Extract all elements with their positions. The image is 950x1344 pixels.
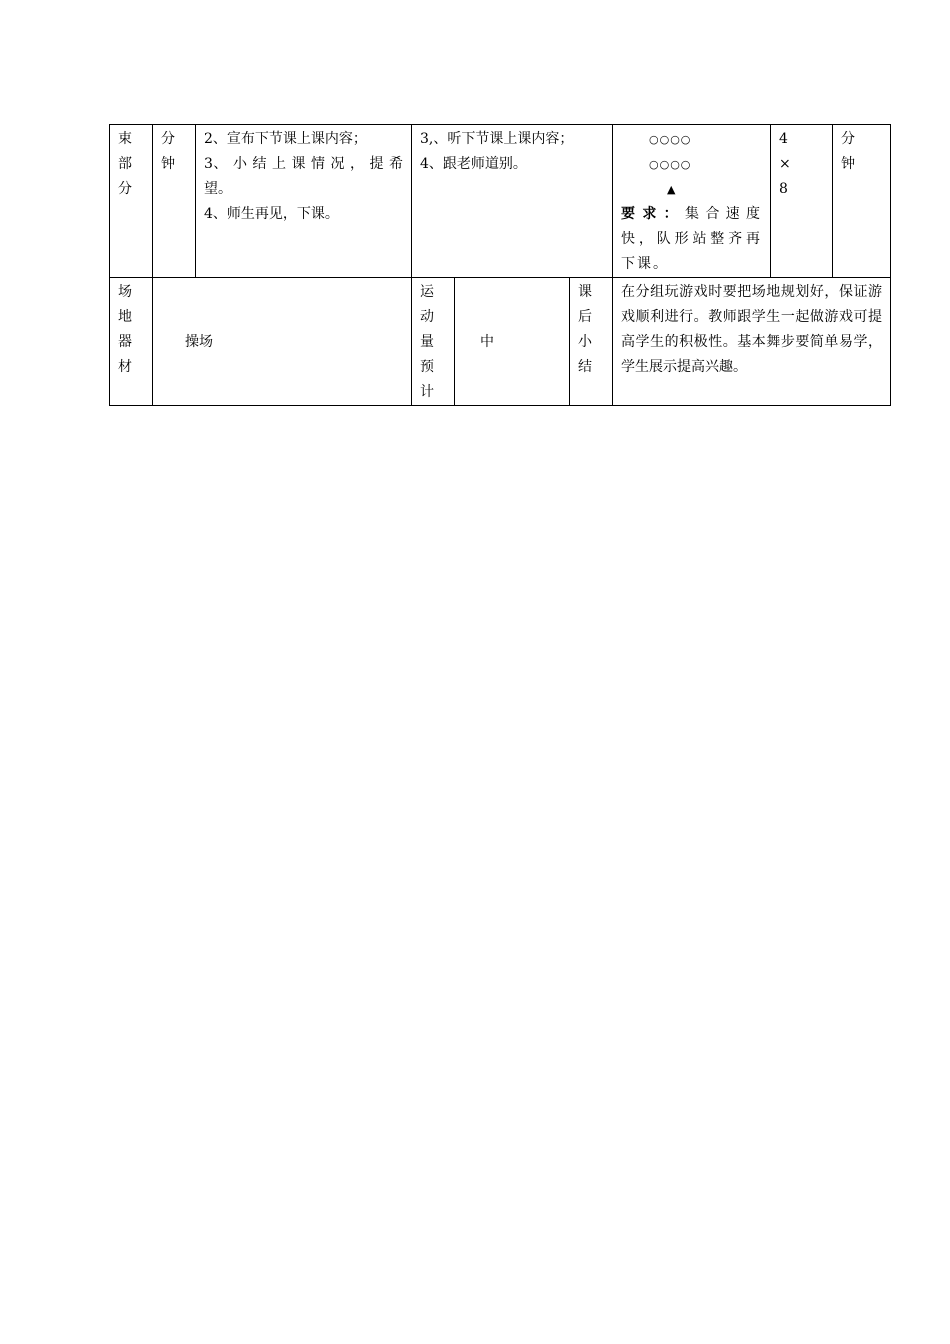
student-item: 3,、听下节课上课内容； [420,131,574,147]
duration-cell [833,125,891,278]
teacher-content-cell [196,125,412,278]
load-value-cell [455,278,570,406]
venue-value-cell [153,278,412,406]
summary-label: 课后小结 [578,284,592,375]
end-section-row [110,125,891,278]
teacher-marker-icon: ▲ [667,183,677,196]
time-unit: 分钟 [161,131,175,172]
load-label: 运动量预计 [420,284,434,400]
venue-row [110,278,891,406]
venue-value: 操场 [185,334,213,350]
venue-label: 场地器材 [118,284,132,375]
count-value: 4×8 [779,131,791,197]
formation-cell [613,125,771,278]
student-content-cell [412,125,613,278]
teacher-item: 3、 小 结 上 课 情 况 ， 提 希 望。 [204,156,403,197]
requirement-label: 要求： [621,206,686,222]
load-value: 中 [480,334,494,350]
section-label: 束部分 [118,131,132,197]
student-formation-row: ○○○○ [649,158,692,171]
summary-text: 在分组玩游戏时要把场地规划好，保证游戏顺利进行。教师跟学生一起做游戏可提高学生的积极性。基本舞步要简单易学，学生展示提高兴趣。 [621,284,883,375]
student-formation-row: ○○○○ [649,133,692,146]
time-unit-cell [153,125,196,278]
summary-label-cell [570,278,613,406]
lesson-plan-table [109,124,891,406]
requirement-text: 集合速度快，队形站整齐再下课。 [621,206,763,272]
venue-label-cell [110,278,153,406]
duration-unit: 分钟 [841,131,856,172]
load-label-cell [412,278,455,406]
teacher-item: 2、宣布下节课上课内容； [204,131,367,147]
section-label-cell [110,125,153,278]
student-item: 4、跟老师道别。 [420,156,527,172]
summary-text-cell [613,278,891,406]
count-cell [771,125,833,278]
teacher-item: 4、师生再见，下课。 [204,206,339,222]
